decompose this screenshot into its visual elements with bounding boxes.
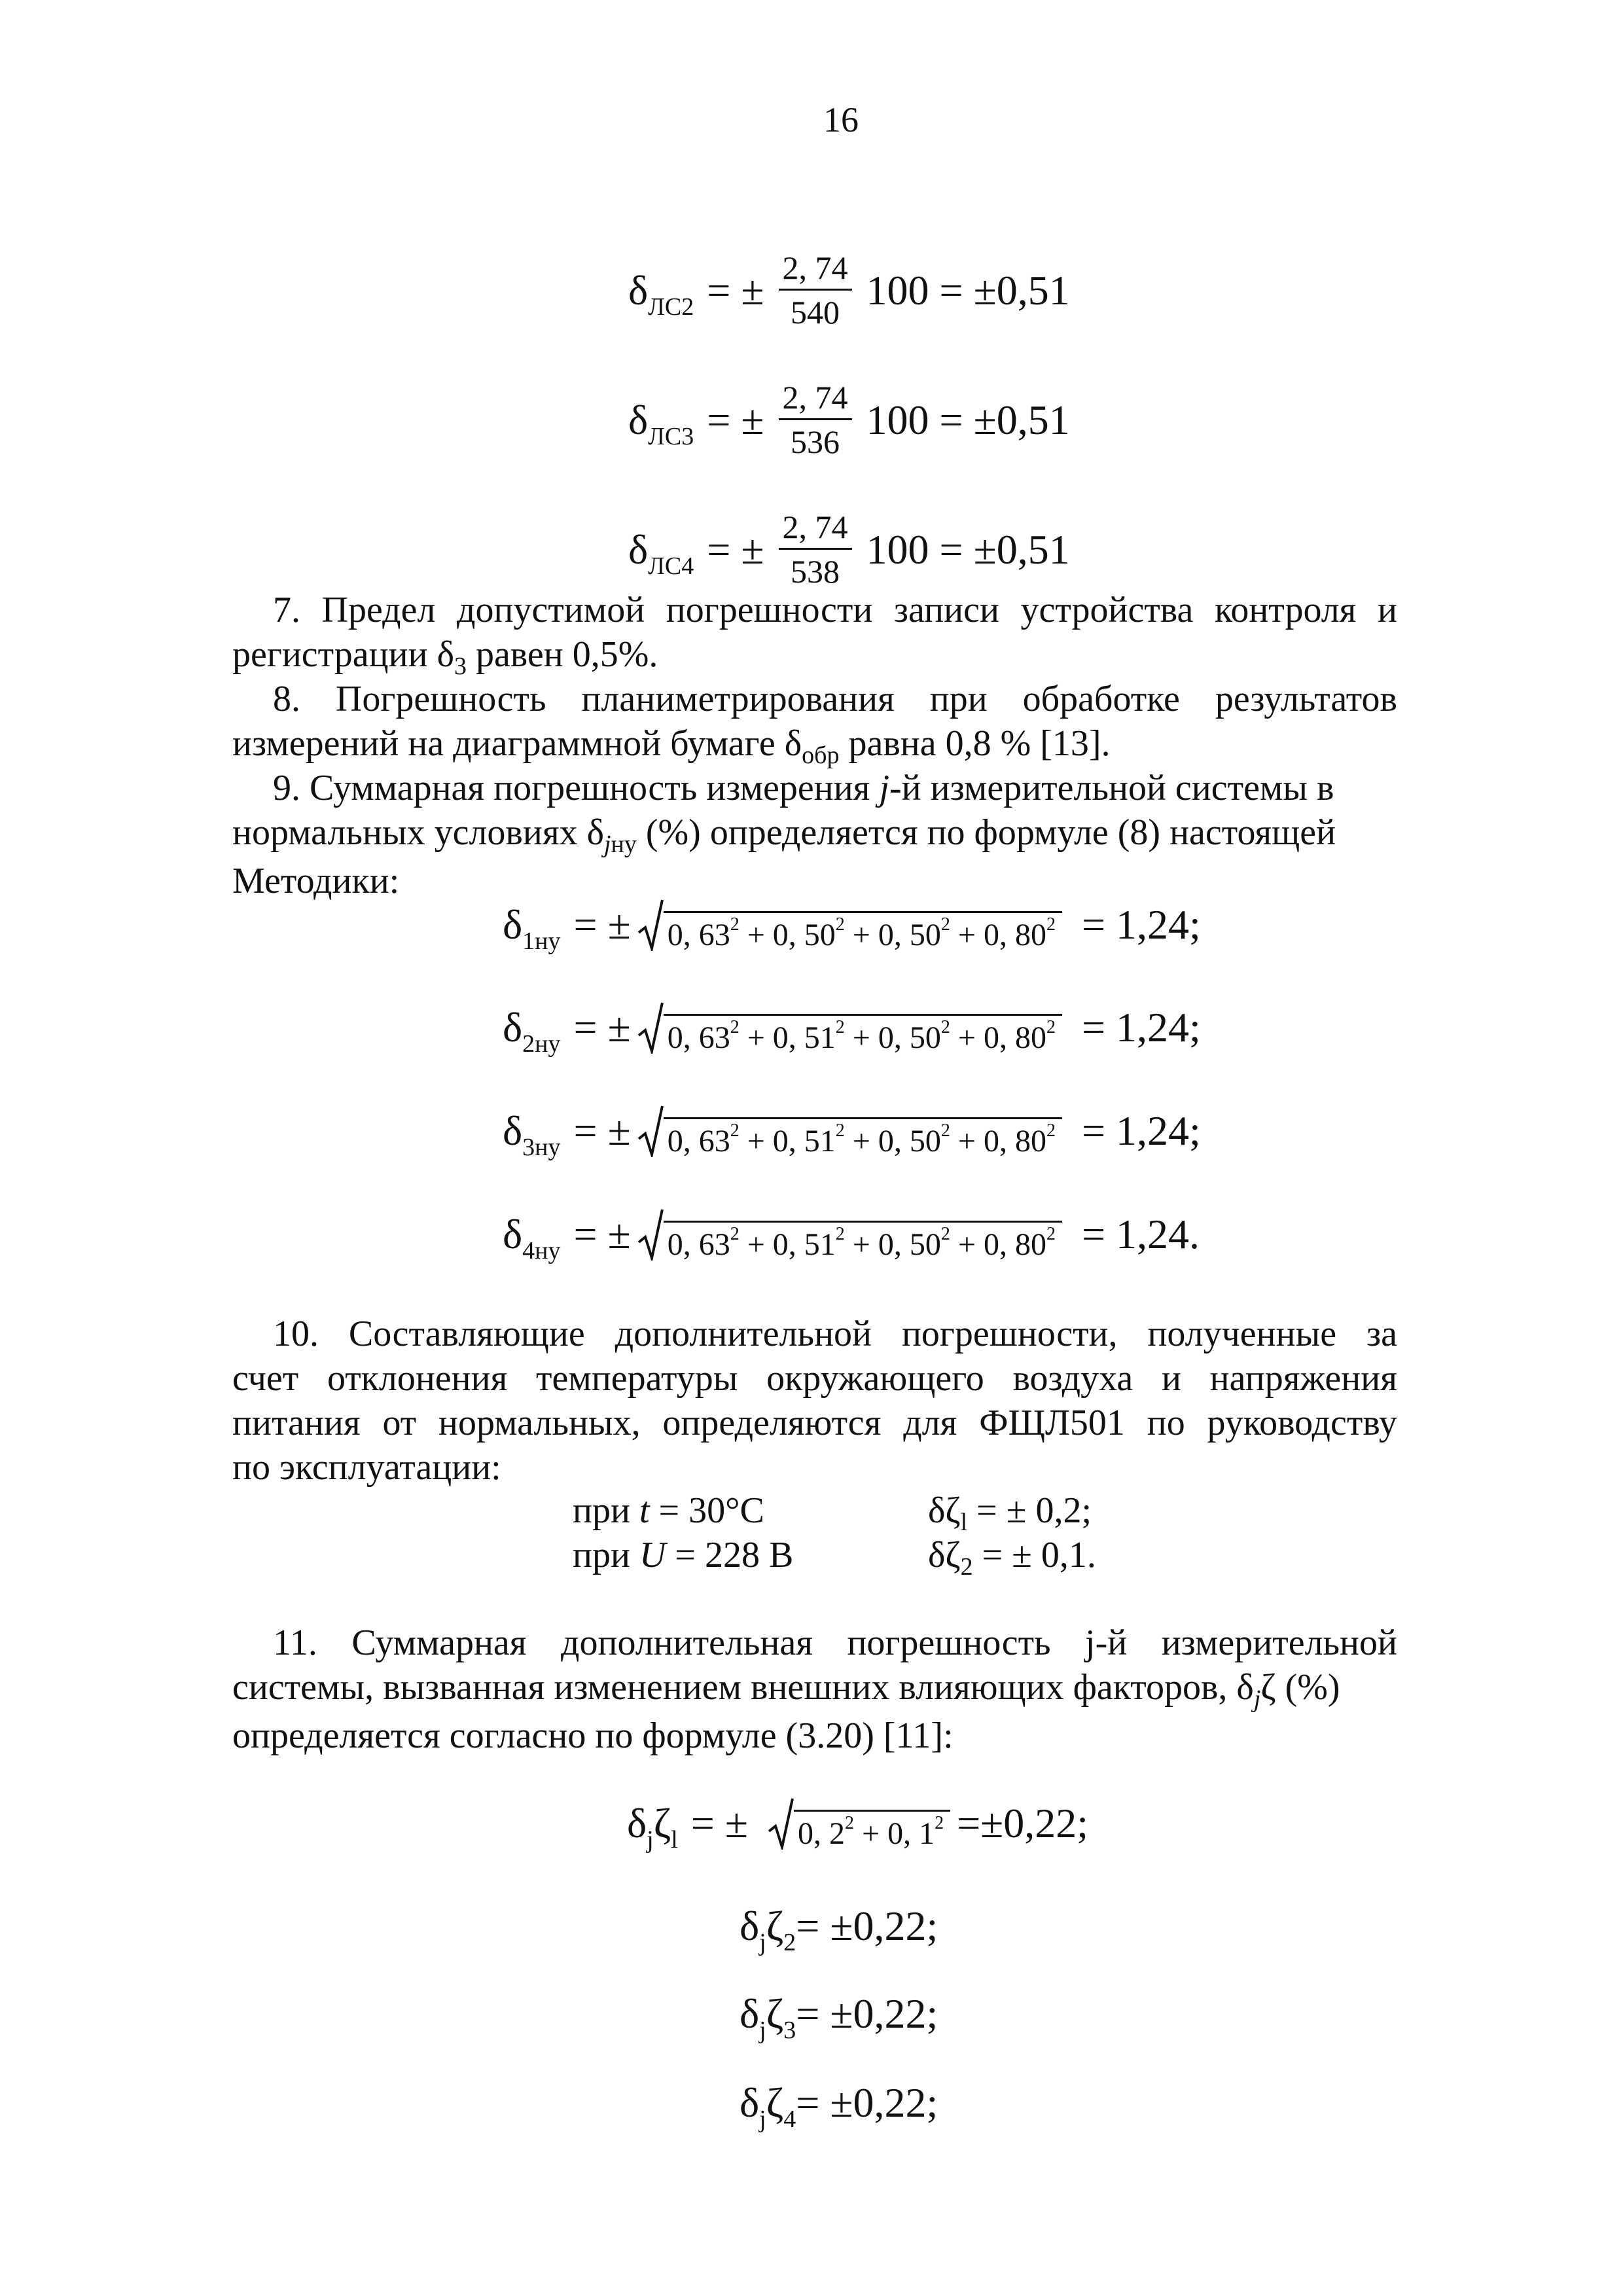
formula-lc3: δ ЛС3 = ± $\frac{2, 74}{536}$ 100 = ±0,51 bbox=[628, 379, 1070, 460]
paragraph-item-10: 10. Составляющие дополнительной погрешности, полученные за счет отклонения температуры окружающего воздуха и напряжения питания от нормальных, определяются для ФЩЛ501 по руководству по эксплуатации: bbox=[232, 1314, 1397, 1488]
formula-lc4: δ ЛС4 = ± $\frac{2, 74}{538}$ 100 = ±0,51 bbox=[628, 509, 1070, 590]
formula-lc2: δ ЛС2 = ± $\frac{2, 74}{540}$ 100 = ±0,51 bbox=[628, 249, 1070, 331]
condition-temperature: при t = 30°C bbox=[573, 1490, 764, 1531]
formula-delta-j-zeta-1: δ j ζ l = ± 0, $2^2 + 0$, $1^2$ =±0,22; bbox=[627, 1800, 1089, 1854]
formula-delta-2nu: δ 2ну = ± 0, $63^2 + 0$, $51^2 + 0$, $50^2 + 0$, $80^2$ = 1,24; bbox=[503, 1004, 1201, 1058]
condition-voltage-result: $\delta\zeta_2$ = ± 0,1. bbox=[928, 1535, 1096, 1581]
paragraph-item-7: 7. Предел допустимой погрешности записи устройства контроля и регистрации $\delta_3$ равен 0,5%. bbox=[232, 590, 1397, 680]
condition-temperature-result: $\delta\zeta_l$ = ± 0,2; bbox=[928, 1490, 1092, 1536]
formula-delta-j-zeta-3: δ j ζ 3 = ±0,22; bbox=[740, 1990, 938, 2044]
formula-delta-j-zeta-2: δ j ζ 2 = ±0,22; bbox=[740, 1903, 938, 1956]
formula-delta-4nu: δ 4ну = ± 0, $63^2 + 0$, $51^2 + 0$, $50^2 + 0$, $80^2$ = 1,24. bbox=[503, 1211, 1200, 1265]
formula-delta-1nu: δ 1ну = ± 0, $63^2 + 0$, $50^2 + 0$, $50^2 + 0$, $80^2$ = 1,24; bbox=[503, 901, 1201, 955]
page-number: 16 bbox=[823, 100, 859, 139]
paragraph-item-8: 8. Погрешность планиметрирования при обработке результатов измерений на диаграммной бумаге $\delta_{обр}$ равна 0,8 % [13]. bbox=[232, 679, 1397, 769]
paragraph-item-11: 11. Суммарная дополнительная погрешность j-й измерительной системы, вызванная изменением внешних влияющих факторов, $\delta_j\zeta$ (%) определяется согласно по формуле (3.20) [11]: bbox=[232, 1623, 1397, 1756]
condition-voltage: при U = 228 В bbox=[573, 1535, 794, 1575]
formula-delta-j-zeta-4: δ j ζ 4 = ±0,22; bbox=[740, 2079, 938, 2133]
paragraph-item-9: 9. Суммарная погрешность измерения j-й измерительной системы в нормальных условиях $\delta_{jну}$ (%) определяется по формуле (8) настоящей Методики: bbox=[232, 768, 1336, 901]
formula-delta-3nu: δ 3ну = ± 0, $63^2 + 0$, $51^2 + 0$, $50^2 + 0$, $80^2$ = 1,24; bbox=[503, 1107, 1201, 1161]
